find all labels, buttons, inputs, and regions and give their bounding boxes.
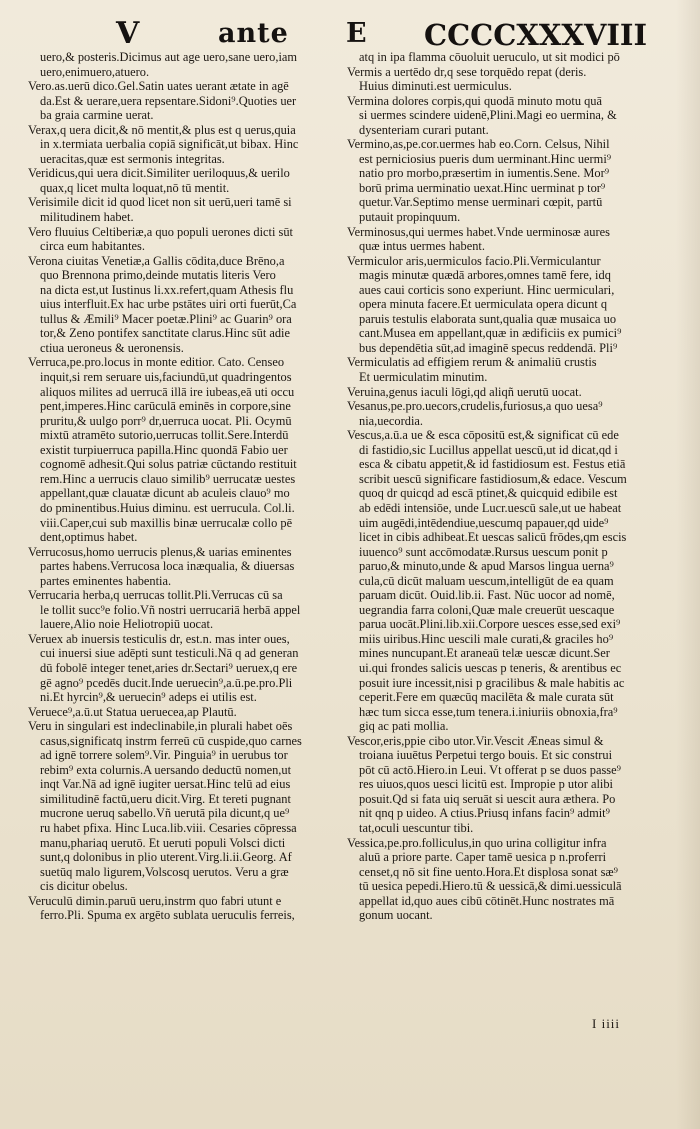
text-line: di fastidio,sic Lucillus appellat uescū,ut id dicat,qd i	[359, 442, 618, 457]
text-line: hæc tum sicca esse,tum tenera.i.iniuriis obnoxia,fra⁹	[359, 704, 618, 719]
text-line: Verona ciuitas Venetiæ,a Gallis cōdita,duce Brēno,a	[28, 253, 285, 268]
text-line: censet,q nō sit fine uento.Hora.Et displosa sonat sæ⁹	[359, 864, 618, 879]
text-line: dent,optimus habet.	[40, 530, 138, 545]
text-line: Vesanus,pe.pro.uecors,crudelis,furiosus,a quo uesa⁹	[347, 399, 603, 414]
text-line: ni.Et hyrcin⁹,& ueruecin⁹ adeps ei utilis est.	[40, 690, 257, 705]
right-text-column	[347, 50, 653, 923]
text-line: putauit propinquum.	[359, 210, 461, 225]
text-line: Verrucaria herba,q uerrucas tollit.Pli.Verrucas cū sa	[28, 588, 283, 603]
text-line: in x.termiata uerbalia copiā significāt,ut bibax. Hinc	[40, 137, 299, 152]
text-line: Verisimile dicit id quod licet non sit uerū,ueri tamē si	[28, 195, 292, 210]
text-line: nia,uecordia.	[359, 413, 423, 428]
text-line: Vero fluuius Celtiberiæ,a quo populi uerones dicti sūt	[28, 224, 293, 239]
text-line: dū fobolē integer tenet,aries dr.Sectari⁹ ueruex,q ere	[40, 660, 298, 675]
text-line: esca & cibatu appetit,& id fastidiosum est. Festus etiā	[359, 457, 626, 472]
text-line: Vermiculatis ad effigiem rerum & animaliū crustis	[347, 355, 597, 370]
text-line: ueracitas,quæ est sermonis integritas.	[40, 151, 225, 166]
text-line: uim augēdi,intēdendiue,uescumq papauer,qd uide⁹	[359, 515, 609, 530]
text-line: Vescus,a.ū.a ue & esca cōpositū est,& significat cū ede	[347, 428, 619, 443]
text-line: parua uocāt.Plini.lib.xii.Corpore uesces esse,sed exi⁹	[359, 617, 621, 632]
text-line: quax,q licet multa loquat,nō tū mentit.	[40, 180, 230, 195]
text-line: casus,significatq instrm ferreū cū cuspide,quo carnes	[40, 733, 302, 748]
left-text-column	[28, 50, 334, 923]
text-line: si uermes scindere uidenē,Plini.Magi eo uermina, &	[359, 108, 617, 123]
text-line: existit turpiuerruca papilla.Hinc quondā Fabio uer	[40, 442, 288, 457]
text-line: Vescor,eris,ppie cibo utor.Vir.Vescit Æneas simul &	[347, 733, 604, 748]
text-line: iuuenco⁹ sunt accōmodatæ.Rursus uescum ponit p	[359, 544, 608, 559]
running-head-word: ante	[218, 18, 289, 49]
text-line: Vero.as.uerū dico.Gel.Satin uates uerant ætate in agē	[28, 79, 289, 94]
text-line: cis dicitur obelus.	[40, 879, 128, 894]
text-line: cula,cū dicūt maluam uescum,intelligūt de ea quam	[359, 573, 614, 588]
text-line: Verruca,pe.pro.locus in monte editior. Cato. Censeo	[28, 355, 285, 370]
text-line: quæ intus uermes habent.	[359, 239, 485, 254]
text-line: magis minutæ quædā arbores,omnes tamē fere, idq	[359, 268, 611, 283]
text-line: ru habet pfixa. Hinc Luca.lib.viii. Cesaries cōpressa	[40, 820, 297, 835]
text-line: uero,enimuero,atuero.	[40, 64, 150, 79]
text-line: posuit.Qd si fata uiq seruāt si uescit aura æthera. Po	[359, 791, 616, 806]
text-line: da.Est & uerare,uera repsentare.Sidoni⁹.Quoties uer	[40, 93, 297, 108]
page-edge-shadow	[676, 0, 700, 1129]
text-line: Verminosus,qui uermes habet.Vnde uerminosæ aures	[347, 224, 610, 239]
text-line: aluū a priore parte. Caper tamē uesica p n.proferri	[359, 850, 607, 865]
text-line: quetur.Var.Septimo mense uerminari cœpit, partū	[359, 195, 603, 210]
text-line: aues caui corticis sono experiunt. Hinc uermiculari,	[359, 282, 615, 297]
text-line: licet in cibis adhibeat.Et uescas salicū frōdes,qm escis	[359, 530, 627, 545]
text-line: miis uiribus.Hinc uescili male curati,& graciles ho⁹	[359, 631, 614, 646]
text-line: Veruex ab inuersis testiculis dr, est.n. mas inter oues,	[28, 631, 290, 646]
text-line: appellat id,quo aues cibū cōtinēt.Hunc nostrates mā	[359, 893, 615, 908]
text-line: natio pro morbo,præsertim in iumentis.Sene. Mor⁹	[359, 166, 610, 181]
text-line: rem.Hinc a uerrucis clauo similib⁹ uerrucatæ uestes	[40, 471, 296, 486]
text-line: partes habens.Verrucosa loca inæqualia, & diuersas	[40, 559, 295, 574]
text-line: circa eum habitantes.	[40, 239, 145, 254]
text-line: ui.qui frondes salicis uescas p teneris, & arentibus ec	[359, 660, 622, 675]
text-line: uegrandia farra coloni,Quæ male creuerūt uescaque	[359, 602, 615, 617]
text-line: do pminentibus.Huius diminu. est uerrucula. Col.li.	[40, 500, 295, 515]
text-line: ctiua ueroneus & ueronensis.	[40, 340, 184, 355]
text-line: Vermiculor aris,uermiculos facio.Pli.Vermiculantur	[347, 253, 601, 268]
text-line: Vermino,as,pe.cor.uermes hab eo.Corn. Celsus, Nihil	[347, 137, 610, 152]
text-line: posuit iure incessit,nisi p gracilibus & male habitis ac	[359, 675, 625, 690]
text-line: uius interfluit.Ex hac urbe pstātes uiri orti fuerūt,Ca	[40, 297, 297, 312]
text-line: ad ignē torrere solem⁹.Vir. Pinguia⁹ in uerubus tor	[40, 748, 288, 763]
text-line: paruo,& minuto,unde & apud Marsos lingua uerna⁹	[359, 559, 614, 574]
text-line: paruam dicūt. Ouid.lib.ii. Fast. Nūc uocor ad nomē,	[359, 588, 615, 603]
text-line: suetūq malo ligurem,Volscosq uerutos. Veru a græ	[40, 864, 289, 879]
text-line: na dicta est,ut Iustinus li.xx.refert,quam Athesis flu	[40, 282, 294, 297]
text-line: viii.Caper,cui sub maxillis binæ uerrucalæ collo pē	[40, 515, 293, 530]
text-line: quo Brennona primo,deinde mutatis literis Vero	[40, 268, 276, 283]
text-line: lauere,Alio noie Heliotropiū uocat.	[40, 617, 214, 632]
text-line: borū prima uerminatio uexat.Hinc uerminat p tor⁹	[359, 180, 606, 195]
text-line: inquit,si rem seruare uis,faciundū,ut quadringentos	[40, 370, 292, 385]
text-line: gonum uocant.	[359, 908, 433, 923]
running-head-letter-left: V	[116, 16, 140, 51]
text-line: manu,phariaq uerutō. Et ueruti populi Volsci dicti	[40, 835, 286, 850]
text-line: ceperit.Fere em quæcūq macilēta & male curata sūt	[359, 690, 614, 705]
text-line: Veru in singulari est indeclinabile,in plurali habet oēs	[28, 719, 293, 734]
folio-number: CCCCXXXVIII	[424, 18, 648, 52]
text-line: atq in ipa flamma cōuoluit ueruculo, ut sit modici pō	[359, 50, 620, 64]
text-line: tū uesica pepedi.Hiero.tū & uessicā,& dimi.uessiculā	[359, 879, 622, 894]
text-line: Verrucosus,homo uerrucis plenus,& uarias eminentes	[28, 544, 292, 559]
text-line: partes eminentes habentia.	[40, 573, 172, 588]
text-line: similitudinē factū,ueru dicit.Virg. Et tereti pugnant	[40, 791, 291, 806]
text-line: Veruculū dimin.paruū ueru,instrm quo fabri utunt e	[28, 893, 282, 908]
text-line: inqt Var.Nā ad ignē iugiter uersat.Hinc telū ad eius	[40, 777, 291, 792]
text-line: tullus & Æmili⁹ Macer poetæ.Plini⁹ ac Guarin⁹ ora	[40, 311, 292, 326]
text-line: rebim⁹ exta colurnis.A uersando deductū nomen,ut	[40, 762, 292, 777]
text-line: sunt,q dolonibus in plio uterent.Virg.li.ii.Georg. Af	[40, 850, 292, 865]
text-line: cognomē adhesit.Qui solus patriæ cūctando restituit	[40, 457, 297, 472]
text-line: uero,& posteris.Dicimus aut age uero,sane uero,iam	[40, 50, 298, 64]
signature-mark: I iiii	[592, 1016, 621, 1031]
text-line: ba graia carmine uerat.	[40, 108, 154, 123]
text-line: Veridicus,qui uera dicit.Similiter ueriloquus,& uerilo	[28, 166, 290, 181]
text-line: Veruece⁹,a.ū.ut Statua ueruecea,ap Plautū.	[28, 704, 237, 719]
text-line: pruritu,& uulgo porr⁹ dr,uerruca uocat. Pli. Ocymū	[40, 413, 292, 428]
text-line: cant.Musea em appellant,quæ in ædificiis ex pumici⁹	[359, 326, 622, 341]
text-line: aliquos milites ad uerrucā illā ire iubeas,eā uti occu	[40, 384, 295, 399]
text-line: opera minuta facere.Et uermiculata opera dicunt q	[359, 297, 608, 312]
text-line: ab edēdi intensiōe, unde Lucr.uescū sale,ut ue habeat	[359, 500, 622, 515]
text-line: militudinem habet.	[40, 210, 134, 225]
text-line: Verax,q uera dicit,& nō mentit,& plus est q uerus,quia	[28, 122, 296, 137]
text-line: res uiuos,quos uesci licitū est. Impropie p utor alibi	[359, 777, 613, 792]
text-line: mines nuncupant.Et araneaū telæ uescæ dicunt.Ser	[359, 646, 610, 661]
text-line: bus dependētia sūt,ad imaginē specus reddendā. Pli⁹	[359, 340, 618, 355]
text-line: tor,& Zeno pontifex sanctitate clarus.Hinc sūt adie	[40, 326, 290, 341]
text-line: quoq dr quicqd ad escā ptinet,& quicquid edibile est	[359, 486, 618, 501]
text-line: Vermis a uertēdo dr,q sese torquēdo repat (deris.	[347, 64, 587, 79]
text-line: paruis testulis elaborata sunt,qualia quæ musaica uo	[359, 311, 617, 326]
text-line: appellant,quæ clauatæ dicunt ab aculeis clauo⁹ mo	[40, 486, 290, 501]
text-line: Veruina,genus iaculi lōgi,qd aliqñ uerutū uocat.	[347, 384, 582, 399]
text-line: Vessica,pe.pro.folliculus,in quo urina colligitur infra	[347, 835, 607, 850]
text-line: cui inuersi siue adēpti sunt testiculi.Nā q ad generan	[40, 646, 299, 661]
text-line: gē agno⁹ pcedēs ducit.Inde ueruecin⁹,a.ū.pe.pro.Pli	[40, 675, 293, 690]
running-head-letter-right: E	[346, 18, 367, 49]
text-line: troiana iuuētus Perpetui tergo bouis. Et sic construi	[359, 748, 613, 763]
text-line: scribit uescū significare fastidiosum,& edace. Vescum	[359, 471, 627, 486]
text-line: mixtū atramēto sutorio,uerrucas tollit.Sere.Interdū	[40, 428, 289, 443]
text-line: Huius diminuti.est uermiculus.	[359, 79, 512, 94]
text-line: ferro.Pli. Spuma ex argēto sublata ueruculis ferreis,	[40, 908, 295, 923]
text-line: giq ac pati mollia.	[359, 719, 449, 734]
text-line: mucrone ueruq sabello.Vñ uerutā pila dicunt,q ue⁹	[40, 806, 290, 821]
text-line: pōt cū actō.Hiero.in Leui. Vt offerat p se duos passe⁹	[359, 762, 621, 777]
text-line: le tollit succ⁹e folio.Vñ nostri uerrucariā herbā appel	[40, 602, 301, 617]
text-line: tat,oculi uescuntur tibi.	[359, 820, 474, 835]
text-line: nit qnq p uideo. A ctius.Priusq infans facin⁹ admit⁹	[359, 806, 610, 821]
text-line: Et uermiculatim minutim.	[359, 370, 488, 385]
text-line: Vermina dolores corpis,qui quodā minuto motu quā	[347, 93, 602, 108]
running-head	[0, 14, 700, 54]
text-line: dysenteriam curari putant.	[359, 122, 489, 137]
text-line: pent,imperes.Hinc carūculā eminēs in corpore,sine	[40, 399, 291, 414]
text-line: est perniciosius pueris dum uerminant.Hinc uermi⁹	[359, 151, 612, 166]
